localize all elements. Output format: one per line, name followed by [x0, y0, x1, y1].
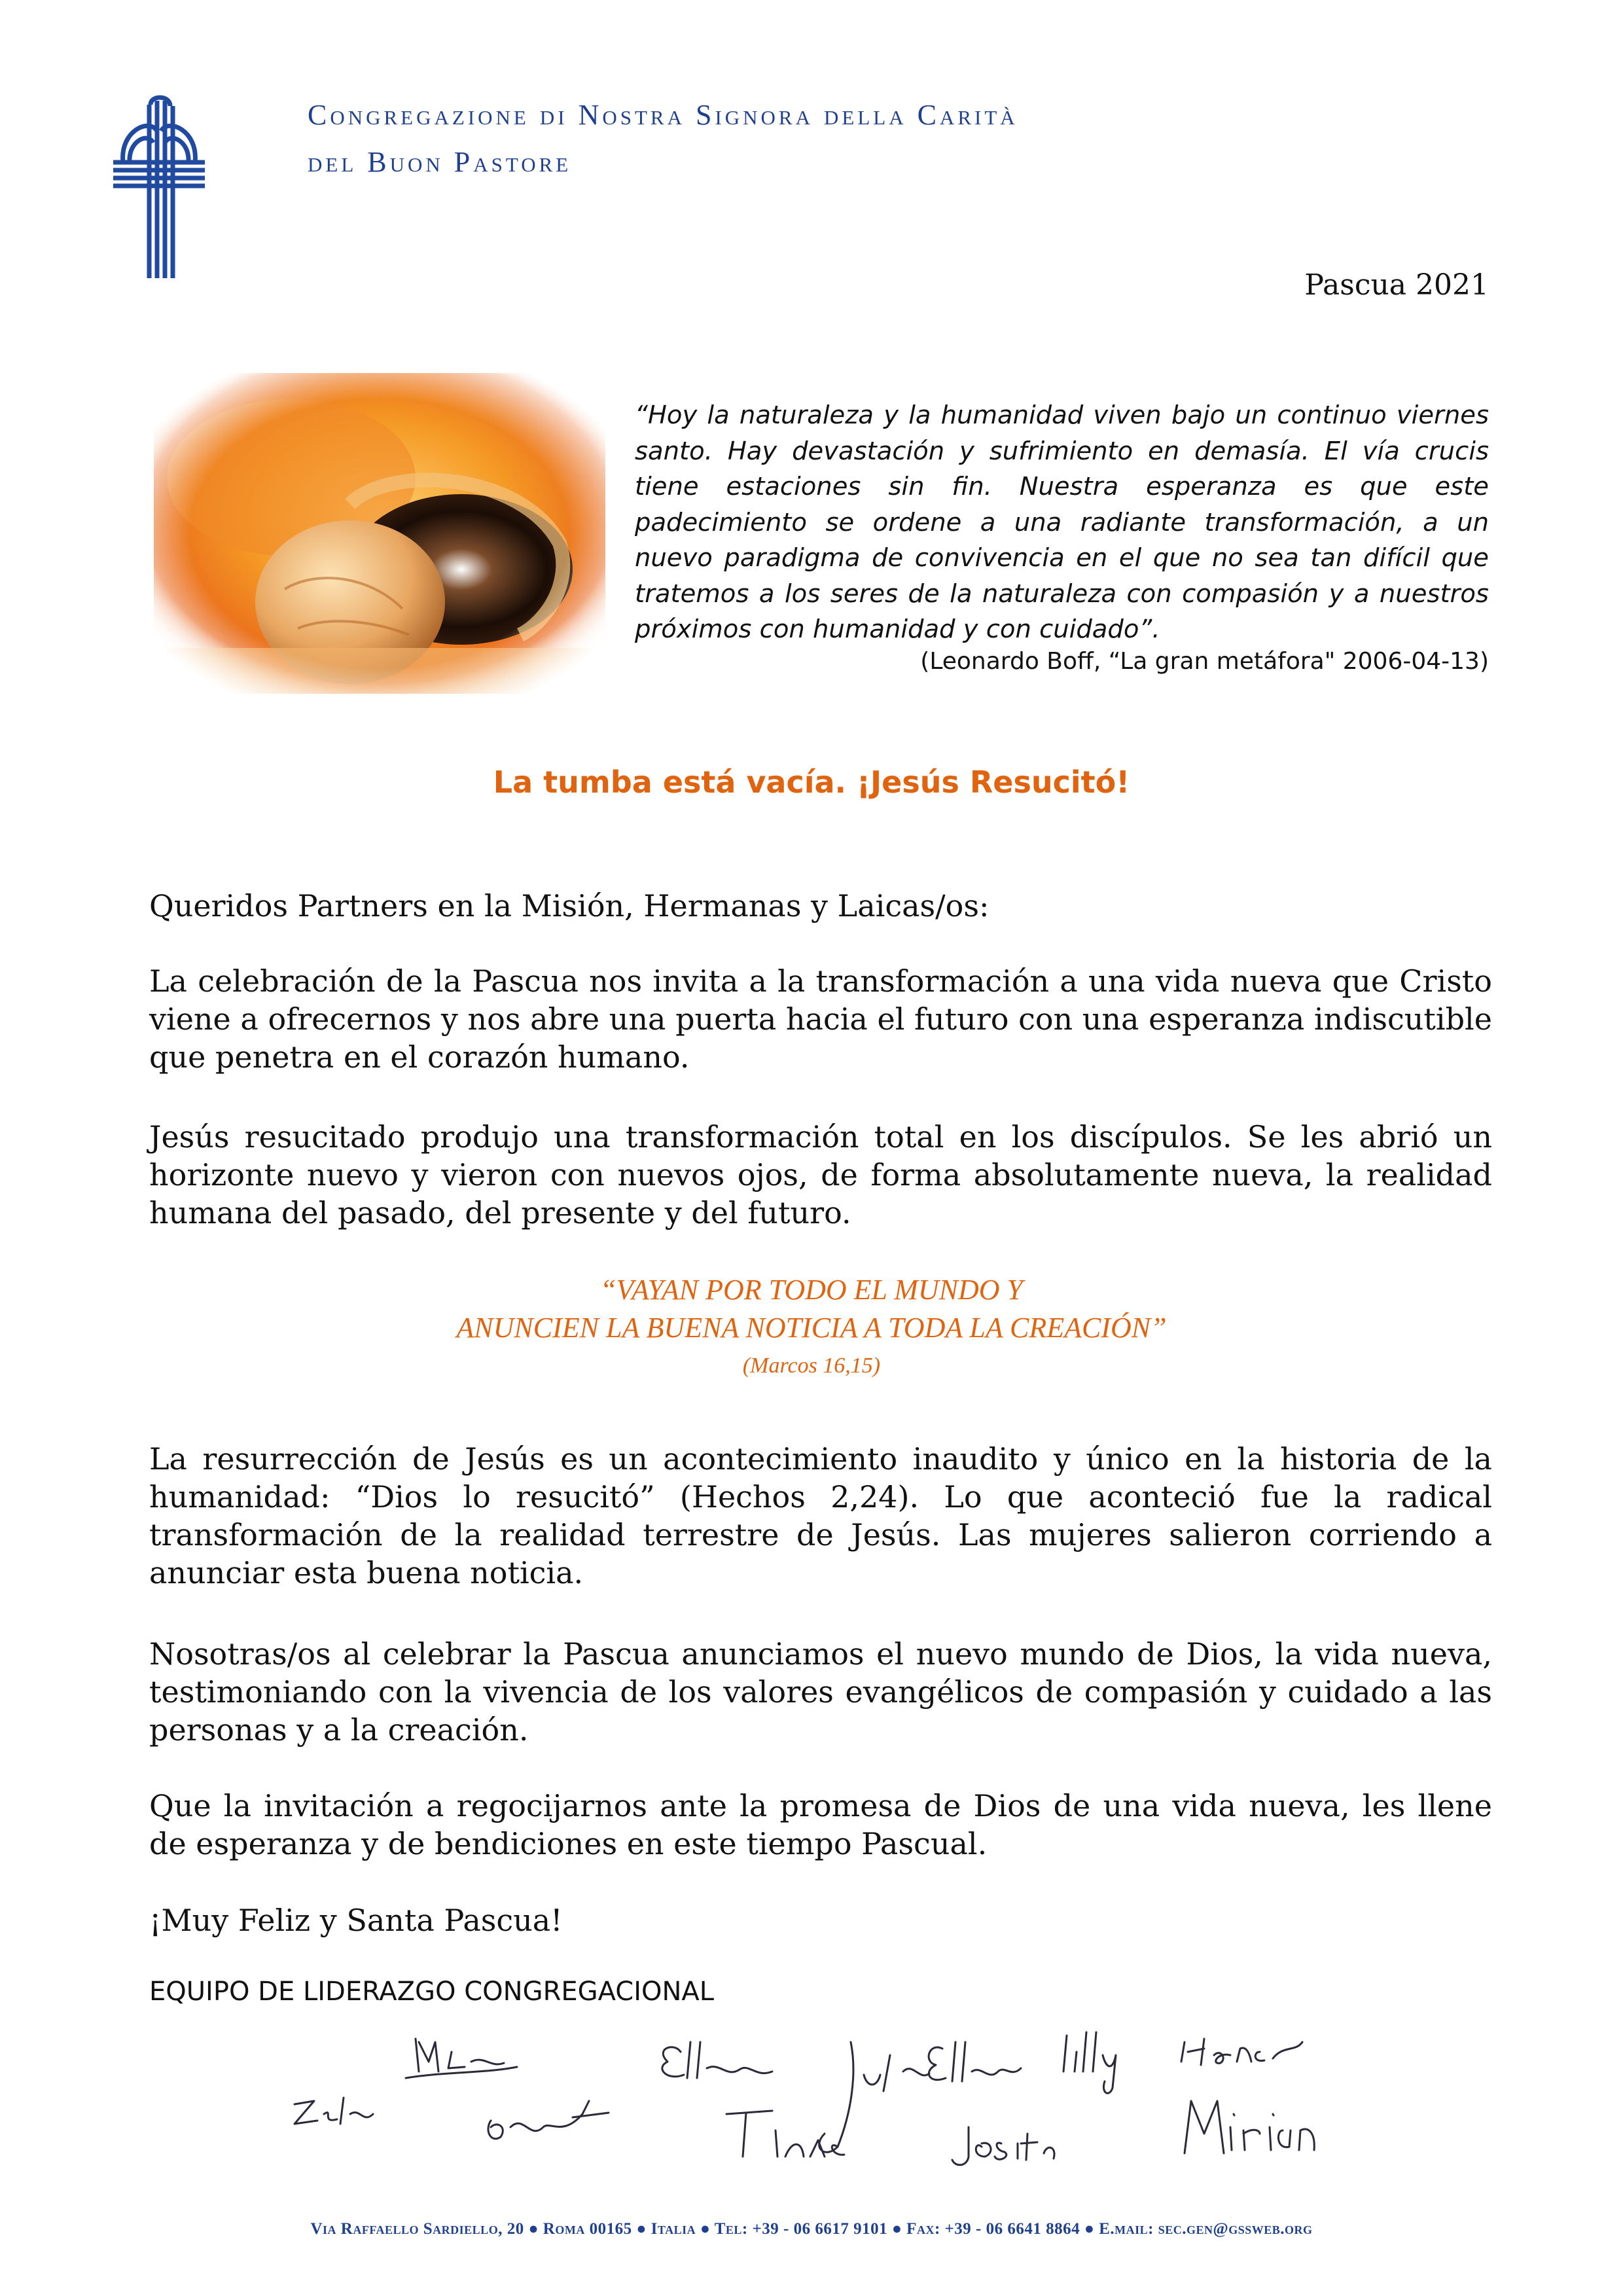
signatory-team: EQUIPO DE LIDERAZGO CONGREGACIONAL: [149, 1977, 715, 2007]
footer-address: Via Raffaello Sardiello, 20 ● Roma 00165 ● Italia ● Tel: +39 - 06 6617 9101 ● Fax: +39 - 06 6641 8864 ● E.mail: sec.gen@gssweb.org: [310, 2220, 1313, 2238]
scripture-verse-line1: “VAYAN POR TODO EL MUNDO Y: [599, 1274, 1024, 1306]
letter-headline: La tumba está vacía. ¡Jesús Resucitó!: [493, 764, 1130, 800]
congregation-logo-icon: [110, 92, 208, 281]
organization-name-line2: del Buon Pastore: [308, 146, 572, 178]
paragraph-2: Jesús resucitado produjo una transformación total en los discípulos. Se les abrió un horizonte nuevo y vieron con nuevos ojos, de forma absolutamente nueva, la realidad humana del pasado, del presente y del futuro.: [149, 1119, 1492, 1230]
scripture-reference: (Marcos 16,15): [742, 1354, 881, 1378]
salutation: Queridos Partners en la Misión, Hermanas y Laicas/os:: [149, 888, 990, 924]
organization-name-line1: Congregazione di Nostra Signora della Carità: [308, 99, 1018, 131]
closing-greeting: ¡Muy Feliz y Santa Pascua!: [149, 1903, 563, 1938]
handwritten-signatures: [275, 2016, 1361, 2179]
empty-tomb-image: [154, 373, 605, 694]
quote-attribution: (Leonardo Boff, “La gran metáfora" 2006-04-13): [920, 648, 1489, 675]
paragraph-5: Que la invitación a regocijarnos ante la promesa de Dios de una vida nueva, les llene de esperanza y de bendiciones en este tiempo Pascual.: [149, 1788, 1492, 1861]
scripture-verse-line2: ANUNCIEN LA BUENA NOTICIA A TODA LA CREACIÓN”: [456, 1312, 1167, 1344]
paragraph-3: La resurrección de Jesús es un acontecimiento inaudito y único en la historia de la humanidad: “Dios lo resucitó” (Hechos 2,24). Lo que aconteció fue la radical transformación de la realidad terrestre de Jesús. Las mujeres salieron corriendo a anunciar esta buena noticia.: [149, 1441, 1492, 1590]
epigraph-quote: “Hoy la naturaleza y la humanidad viven bajo un continuo viernes santo. Hay devastación y sufrimiento en demasía. El vía crucis tiene estaciones sin fin. Nuestra esperanza es que este padecimiento se ordene a una radiante transformación, a un nuevo paradigma de convivencia en el que no sea tan difícil que tratemos a los seres de la naturaleza con compasión y a nuestros próximos con humanidad y con cuidado”.: [635, 401, 1489, 644]
paragraph-4: Nosotras/os al celebrar la Pascua anunciamos el nuevo mundo de Dios, la vida nueva, testimoniando con la vivencia de los valores evangélicos de compasión y cuidado a las personas y a la creación.: [149, 1636, 1492, 1748]
letter-date: Pascua 2021: [1304, 268, 1489, 302]
paragraph-1: La celebración de la Pascua nos invita a la transformación a una vida nueva que Cristo viene a ofrecernos y nos abre una puerta hacia el futuro con una esperanza indiscutible que penetra en el corazón humano.: [149, 963, 1492, 1075]
